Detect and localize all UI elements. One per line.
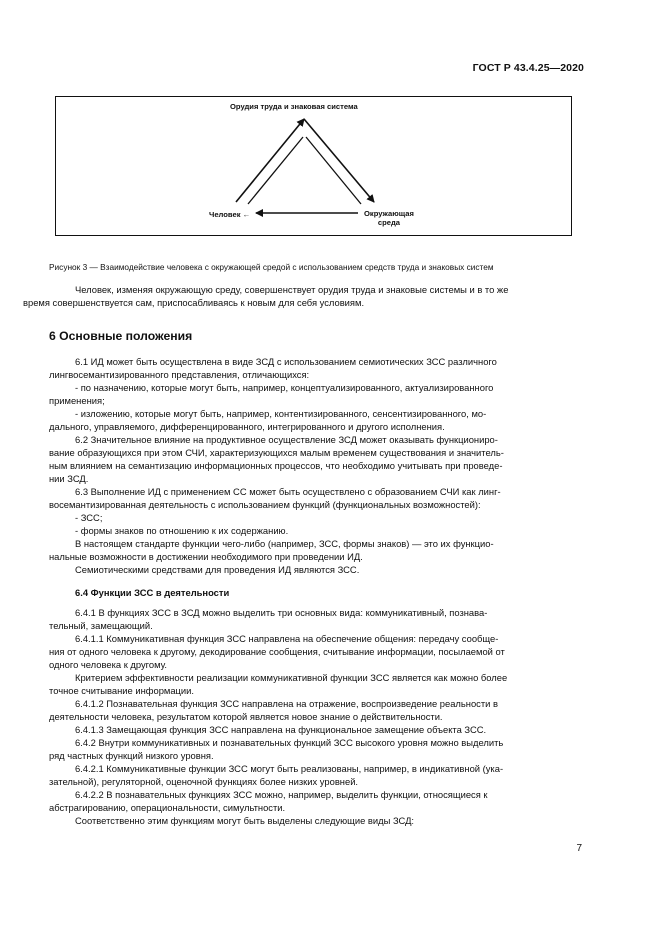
paragraph-types-intro: Соответственно этим функциям могут быть выделены следующие виды ЗСД: [75,815,415,826]
paragraph-6-4-2-2: 6.4.2.2 В познавательных функциях ЗСС можно, например, выделить функции, относящиеся к [75,789,488,800]
arrow-tools-to-environment [304,119,374,202]
text-line: вание образующихся при этом СЧИ, характеризующихся малым временем существования и значитель- [49,447,504,458]
triangle-diagram [56,97,573,237]
text-line: ния от одного человека к другому, декодирование сообщения, считывание информации, посылаемой от [49,646,505,657]
arrow-human-to-tools [236,119,304,202]
paragraph-6-2: 6.2 Значительное влияние на продуктивное осуществление ЗСД может оказывать функциониро- [75,434,498,445]
list-item-zss: - ЗСС; [75,512,103,523]
paragraph-6-1: 6.1 ИД может быть осуществлена в виде ЗСД с использованием семиотических ЗСС различного [75,356,497,367]
text-line: применения; [49,395,105,406]
environment-label-line-1: Окружающая [364,209,414,218]
paragraph-6-4-1: 6.4.1 В функциях ЗСС в ЗСД можно выделить три основных вида: коммуникативный, познава- [75,607,488,618]
paragraph-semiotic-means: Семиотическими средствами для проведения ИД являются ЗСС. [75,564,360,575]
page-number: 7 [576,843,582,854]
document-standard-number: ГОСТ Р 43.4.25—2020 [472,62,584,74]
text-line: дального, управляемого, дифференцированного, интегрированного и другого исполнения. [49,421,445,432]
paragraph-functions-definition: В настоящем стандарте функции чего-либо (например, ЗСС, формы знаков) — это их функцио- [75,538,494,549]
text-line: точное считывание информации. [49,685,195,696]
text-line: деятельности человека, результатом которой является новое знание о действительности. [49,711,443,722]
paragraph-6-4-2: 6.4.2 Внутри коммуникативных и познавательных функций ЗСС высокого уровня можно выделить [75,737,504,748]
section-6-body [49,355,585,576]
environment-label-line-2: среда [377,218,401,227]
figure-3-diagram [55,96,572,236]
text-line: ным влиянием на семантизацию информационных процессов, что необходимо учитывать при проведе- [49,460,503,471]
intro-paragraph [23,283,585,309]
paragraph-6-4-1-1: 6.4.1.1 Коммуникативная функция ЗСС направлена на обеспечение общения: передачу сообще- [75,633,499,644]
section-6-4-body [49,606,585,827]
text-line: ряд частных функций низкого уровня. [49,750,214,761]
paragraph-6-3: 6.3 Выполнение ИД с применением СС может быть осуществлено с образованием СЧИ как линг- [75,486,501,497]
inner-line-left [248,137,303,204]
text-line: восемантизированная деятельность с использованием функций (функциональных возможностей): [49,499,481,510]
text-line: время совершенствуется сам, приспосабливаясь к новым для себя условиям. [23,297,365,308]
text-line: нии ЗСД. [49,473,89,484]
figure-label-human: Человек ← [209,210,251,219]
text-line: зательной), регуляторной, оценочной функциях более низких уровней. [49,776,359,787]
text-line: Человек, изменяя окружающую среду, совершенствует орудия труда и знаковые системы и в то же [75,284,509,295]
text-line: абстрагированию, операциональности, симультности. [49,802,286,813]
paragraph-6-4-1-3: 6.4.1.3 Замещающая функция ЗСС направлена на функциональное замещение объекта ЗСС. [75,724,487,735]
list-item-purpose: - по назначению, которые могут быть, например, концептуализированного, актуализированного [75,382,494,393]
figure-label-environment [364,209,414,227]
figure-caption: Рисунок 3 — Взаимодействие человека с окружающей средой с использованием средств труда и знаковых систем [49,262,494,272]
list-item-presentation: - изложению, которые могут быть, например, контентизированного, сенсентизированного, мо- [75,408,487,419]
paragraph-6-4-1-2: 6.4.1.2 Познавательная функция ЗСС направлена на отражение, воспроизведение реальности в [75,698,498,709]
text-line: лингвосемантизированного представления, отличающихся: [49,369,310,380]
figure-label-tools-and-signs: Орудия труда и знаковая система [230,102,358,111]
text-line: тельный, замещающий. [49,620,153,631]
text-line: нальные возможности в достижении необходимого при проведении ИД. [49,551,363,562]
list-item-sign-forms: - формы знаков по отношению к их содержанию. [75,525,289,536]
text-line: одного человека к другому. [49,659,167,670]
section-6-4-heading: 6.4 Функции ЗСС в деятельности [75,587,230,598]
paragraph-criterion: Критерием эффективности реализации коммуникативной функции ЗСС является как можно более [75,672,508,683]
paragraph-6-4-2-1: 6.4.2.1 Коммуникативные функции ЗСС могут быть реализованы, например, в индикативной (ука- [75,763,504,774]
section-6-heading: 6 Основные положения [49,329,193,343]
inner-line-right [306,137,361,204]
